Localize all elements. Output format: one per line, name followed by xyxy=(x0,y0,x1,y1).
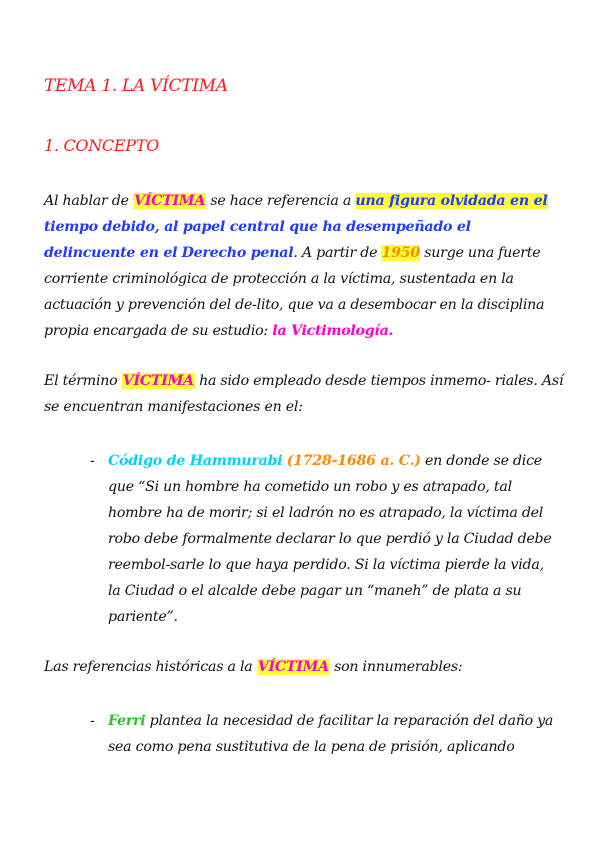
code-date: (1728-1686 a. C.) xyxy=(286,453,421,469)
list-item-ferri xyxy=(90,708,560,760)
text-run: El término xyxy=(44,373,122,389)
victima-highlight: VÍCTIMA xyxy=(134,193,206,209)
document-title: TEMA 1. LA VÍCTIMA xyxy=(44,76,228,96)
text-run: plantea la necesidad de facilitar la reparación del daño ya sea como pena sustitutiva de la pena de prisión, aplicando xyxy=(108,713,554,755)
year-highlight: 1950 xyxy=(381,245,420,261)
list-item-body xyxy=(108,708,560,760)
text-run: . A partir de xyxy=(293,245,382,261)
text-run: Las referencias históricas a la xyxy=(44,659,257,675)
highlight-phrase-1: una figura olvidada en el xyxy=(355,193,548,209)
text-run: Al hablar de xyxy=(44,193,133,209)
paragraph-concept xyxy=(44,188,564,344)
text-run: se hace referencia a xyxy=(206,193,356,209)
list-item-body xyxy=(108,448,560,630)
highlight-phrase-3: Derecho penal xyxy=(181,245,294,261)
paragraph-references xyxy=(44,654,564,680)
list-bullet: - xyxy=(90,453,95,469)
text-run: ha sido empleado desde tiempos inmemo- riales. Así se encuentran manifestaciones en el: xyxy=(44,373,564,415)
highlight-phrase-2: tiempo debido, al papel central que ha desempeñado el delincuente en el xyxy=(44,219,471,261)
list-bullet: - xyxy=(90,713,95,729)
code-name: Código de Hammurabi xyxy=(108,453,283,469)
paragraph-term xyxy=(44,368,564,420)
text-run: en donde se dice que “Si un hombre ha cometido un robo y es atrapado, tal hombre ha de morir; si el ladrón no es atrapado, la víctima del robo debe formalmente declarar lo que perdió y la Ciudad debe reembol-sarle lo que haya perdido. Si la víctima pierde la vida, la Ciudad o el alcalde debe pagar un “maneh” de plata a su pariente”. xyxy=(108,453,552,625)
discipline-name: la Victimología. xyxy=(272,323,394,339)
list-item-hammurabi xyxy=(90,448,560,630)
section-heading: 1. CONCEPTO xyxy=(44,136,159,155)
victima-highlight: VÍCTIMA xyxy=(122,373,194,389)
author-name: Ferri xyxy=(108,713,146,729)
text-run: surge una fuerte corriente criminológica de protección a la víctima, sustentada en la actuación y prevención del de-lito, que va a desembocar en la disciplina propia encargada de su estudio: xyxy=(44,245,545,339)
victima-highlight: VÍCTIMA xyxy=(257,659,329,675)
text-run: son innumerables: xyxy=(329,659,463,675)
